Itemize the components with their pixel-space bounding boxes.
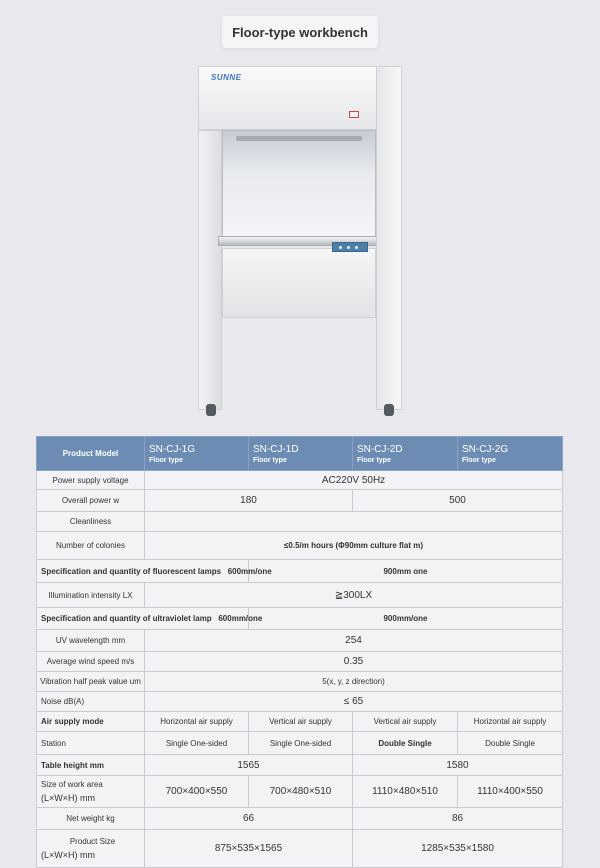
row-label: Power supply voltage <box>37 471 145 490</box>
work-chamber <box>222 130 376 238</box>
table-row <box>37 560 563 583</box>
row-value: 1110×480×510 <box>353 776 458 808</box>
row-label: UV wavelength mm <box>37 630 145 652</box>
row-value: 254 <box>145 630 563 652</box>
row-value: Single One-sided <box>249 732 353 755</box>
row-value: ≧300LX <box>145 583 563 608</box>
row-value: ≤ 65 <box>145 692 563 712</box>
spec-table <box>36 436 563 868</box>
table-row <box>37 776 563 808</box>
row-value: 0.35 <box>145 652 563 672</box>
table-row <box>37 692 563 712</box>
row-value: 700×400×550 <box>145 776 249 808</box>
cabinet-top <box>198 66 402 130</box>
row-value: 1110×400×550 <box>458 776 563 808</box>
row-value: 875×535×1565 <box>145 830 353 868</box>
table-header-row <box>37 437 563 471</box>
table-row <box>37 732 563 755</box>
model-column-1: SN-CJ-1G Floor type <box>145 437 249 471</box>
row-value: Horizontal air supply <box>145 712 249 732</box>
row-label: Cleanliness <box>37 512 145 532</box>
table-row <box>37 630 563 652</box>
row-label: Average wind speed m/s <box>37 652 145 672</box>
warning-label <box>349 111 359 118</box>
row-label: Noise dB(A) <box>37 692 145 712</box>
caster-wheel <box>384 404 394 416</box>
row-value: Vertical air supply <box>249 712 353 732</box>
cabinet-right-side <box>376 66 402 410</box>
row-value: Double Single <box>458 732 563 755</box>
row-label: Station <box>37 732 145 755</box>
table-row <box>37 672 563 692</box>
header-label: Product Model <box>37 437 145 471</box>
row-value: Vertical air supply <box>353 712 458 732</box>
workbench-product-image <box>198 66 402 418</box>
control-panel <box>332 242 368 252</box>
row-label: Number of colonies <box>37 532 145 560</box>
row-label: Specification and quantity of ultraviolet lamp 600mm/one <box>37 608 249 630</box>
table-row <box>37 512 563 532</box>
model-column-3: SN-CJ-2D Floor type <box>353 437 458 471</box>
row-label: Air supply mode <box>37 712 145 732</box>
cabinet-base <box>222 248 376 318</box>
row-value: ≤0.5/m hours (Φ90mm culture flat m) <box>145 532 563 560</box>
row-label: Size of work area (L×W×H) mm <box>37 776 145 808</box>
brand-logo: SUNNE <box>211 73 242 82</box>
row-value: 1285×535×1580 <box>353 830 563 868</box>
table-row <box>37 755 563 776</box>
row-value: AC220V 50Hz <box>145 471 563 490</box>
row-value: 700×480×510 <box>249 776 353 808</box>
row-label: Overall power w <box>37 490 145 512</box>
row-value: 900mm/one <box>249 608 563 630</box>
row-value: 900mm one <box>249 560 563 583</box>
row-value: 86 <box>353 808 563 830</box>
table-row <box>37 471 563 490</box>
row-label: Vibration half peak value um <box>37 672 145 692</box>
row-value: 66 <box>145 808 353 830</box>
model-column-2: SN-CJ-1D Floor type <box>249 437 353 471</box>
row-label: Table height mm <box>37 755 145 776</box>
lamp-tube <box>236 136 362 141</box>
row-label: Net weight kg <box>37 808 145 830</box>
table-row <box>37 808 563 830</box>
table-row <box>37 490 563 512</box>
row-value-empty <box>145 512 563 532</box>
table-row <box>37 583 563 608</box>
table-row <box>37 830 563 868</box>
row-label: Illumination intensity LX <box>37 583 145 608</box>
row-value: 500 <box>353 490 563 512</box>
row-value: 5(x, y, z direction) <box>145 672 563 692</box>
row-label: Product Size (L×W×H) mm <box>37 830 145 868</box>
model-column-4: SN-CJ-2G Floor type <box>458 437 563 471</box>
row-value: 1580 <box>353 755 563 776</box>
table-row <box>37 652 563 672</box>
table-row <box>37 608 563 630</box>
caster-wheel <box>206 404 216 416</box>
cabinet-left-side <box>198 130 222 410</box>
row-value: Horizontal air supply <box>458 712 563 732</box>
page-title: Floor-type workbench <box>222 16 378 48</box>
table-row <box>37 532 563 560</box>
row-value: Double Single <box>353 732 458 755</box>
row-label: Specification and quantity of fluorescent lamps 600mm/one <box>37 560 249 583</box>
row-value: 180 <box>145 490 353 512</box>
row-value: 1565 <box>145 755 353 776</box>
row-value: Single One-sided <box>145 732 249 755</box>
table-row <box>37 712 563 732</box>
